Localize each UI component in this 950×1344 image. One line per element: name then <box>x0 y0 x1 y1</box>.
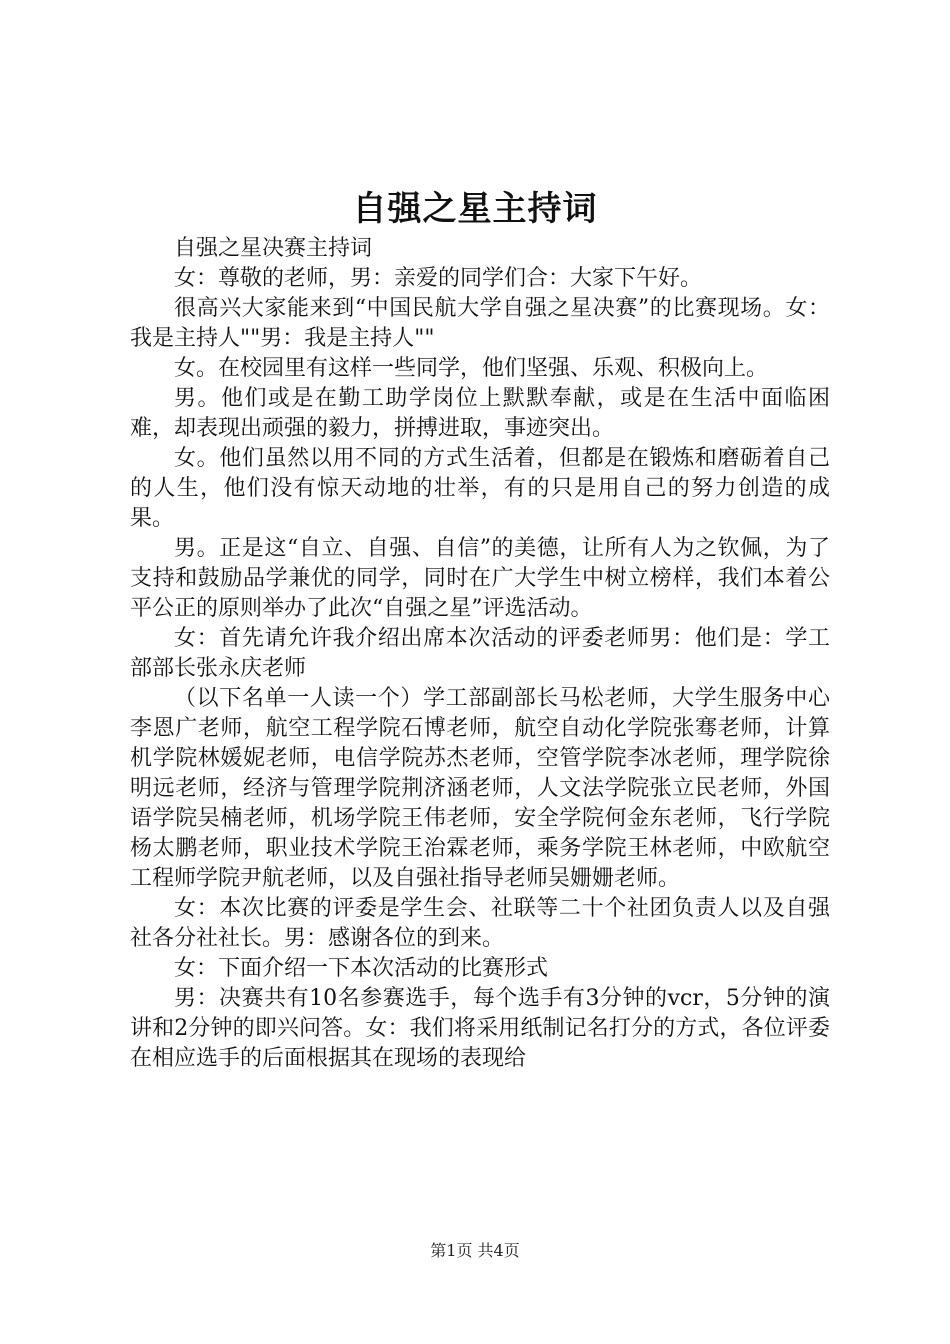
paragraph: 男。正是这“自立、自强、自信”的美德，让所有人为之钦佩，为了支持和鼓励品学兼优的同学，同时在广大学生中树立榜样，我们本着公平公正的原则举办了此次“自强之星”评选活动。 <box>130 536 830 621</box>
paragraph: 女。他们虽然以用不同的方式生活着，但都是在锻炼和磨砺着自己的人生，他们没有惊天动地的壮举，有的只是用自己的努力创造的成果。 <box>130 446 830 531</box>
paragraph: （以下名单一人读一个）学工部副部长马松老师，大学生服务中心李恩广老师，航空工程学院石博老师，航空自动化学院张骞老师，计算机学院林媛妮老师，电信学院苏杰老师，空管学院李冰老师，理学院徐明远老师，经济与管理学院荆济涵老师，人文法学院张立民老师，外国语学院吴楠老师，机场学院王伟老师，安全学院何金东老师，飞行学院杨太鹏老师，职业技术学院王治霖老师，乘务学院王林老师，中欧航空工程师学院尹航老师，以及自强社指导老师吴姗姗老师。 <box>130 686 830 891</box>
document-body <box>130 234 830 1074</box>
paragraph: 很高兴大家能来到“中国民航大学自强之星决赛”的比赛现场。女：我是主持人""男：我是主持人"" <box>130 296 830 351</box>
paragraph: 女：首先请允许我介绍出席本次活动的评委老师男：他们是：学工部部长张永庆老师 <box>130 626 830 681</box>
paragraph: 男：决赛共有10名参赛选手，每个选手有3分钟的vcr，5分钟的演讲和2分钟的即兴问答。女：我们将采用纸制记名打分的方式，各位评委在相应选手的后面根据其在现场的表现给 <box>130 986 830 1071</box>
paragraph: 女。在校园里有这样一些同学，他们坚强、乐观、积极向上。 <box>174 356 769 381</box>
paragraph: 女：下面介绍一下本次活动的比赛形式 <box>174 956 549 981</box>
paragraph: 女：本次比赛的评委是学生会、社联等二十个社团负责人以及自强社各分社社长。男：感谢各位的到来。 <box>130 896 830 951</box>
paragraph: 男。他们或是在勤工助学岗位上默默奉献，或是在生活中面临困难，却表现出顽强的毅力，拼搏进取，事迹突出。 <box>130 386 830 441</box>
paragraph: 女：尊敬的老师，男：亲爱的同学们合：大家下午好。 <box>174 266 703 291</box>
document-title: 自强之星主持词 <box>352 189 598 229</box>
paragraph: 自强之星决赛主持词 <box>174 236 373 261</box>
page-footer: 第1页 共4页 <box>430 1241 520 1260</box>
